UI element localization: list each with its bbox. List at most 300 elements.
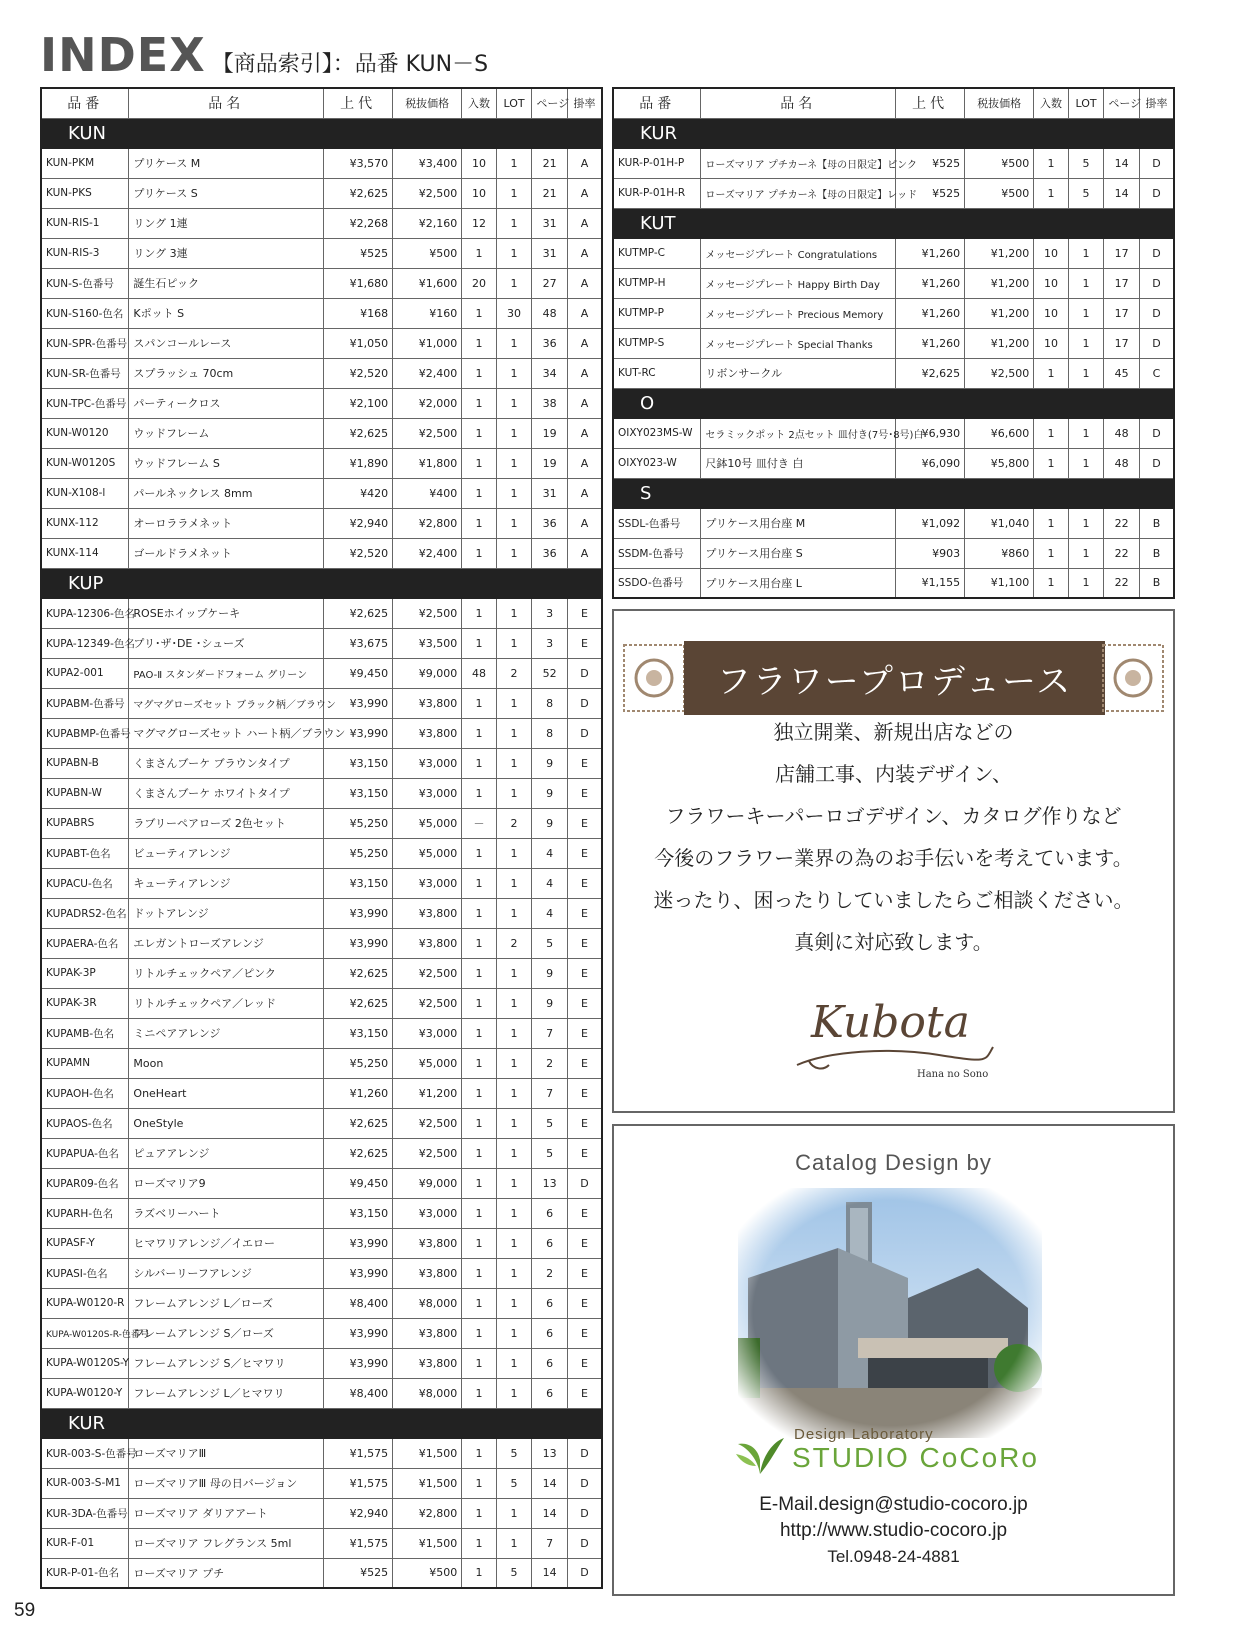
cell-name: ローズマリアⅢ 母の日バージョン — [129, 1468, 324, 1498]
cell-list-price: ¥8,400 — [324, 1288, 393, 1318]
cell-qty: 10 — [462, 148, 497, 178]
cell-list-price: ¥9,450 — [324, 1168, 393, 1198]
cell-rate: A — [567, 298, 602, 328]
cell-page: 4 — [532, 838, 568, 868]
cell-page: 48 — [1104, 448, 1140, 478]
col-header: 税抜価格 — [393, 88, 462, 118]
cell-rate: B — [1139, 568, 1174, 598]
cell-net-price: ¥8,000 — [393, 1378, 462, 1408]
cell-net-price: ¥500 — [965, 178, 1034, 208]
cell-net-price: ¥2,500 — [393, 418, 462, 448]
cell-code: SSDM-色番号 — [613, 538, 701, 568]
cell-lot: 1 — [496, 388, 532, 418]
table-header-row — [613, 88, 1174, 118]
col-header: ページ — [532, 88, 568, 118]
cell-net-price: ¥3,000 — [393, 748, 462, 778]
cell-qty: 10 — [462, 178, 497, 208]
cell-code: KUPA2-001 — [41, 658, 129, 688]
description-line: 迷ったり、困ったりしていましたらご相談ください。 — [653, 888, 1134, 912]
section-label: S — [613, 478, 1174, 508]
cell-list-price: ¥3,990 — [324, 898, 393, 928]
cell-qty: 1 — [462, 358, 497, 388]
cell-name: マグマグローズセット ブラック柄／ブラウン — [129, 688, 324, 718]
cell-code: KUPADRS2-色名 — [41, 898, 129, 928]
title-main: INDEX — [40, 28, 206, 82]
cell-code: KUR-P-01-色名 — [41, 1558, 129, 1588]
page-number: 59 — [14, 1600, 36, 1621]
table-row — [41, 268, 602, 298]
cell-list-price: ¥2,625 — [324, 1138, 393, 1168]
cell-net-price: ¥3,800 — [393, 1348, 462, 1378]
cell-list-price: ¥1,890 — [324, 448, 393, 478]
cell-list-price: ¥2,940 — [324, 1498, 393, 1528]
cell-code: KUPA-12306-色名 — [41, 598, 129, 628]
cell-lot: 1 — [496, 868, 532, 898]
cell-name: くまさんブーケ ホワイトタイプ — [129, 778, 324, 808]
table-row — [613, 148, 1174, 178]
cell-name: パールネックレス 8mm — [129, 478, 324, 508]
cell-list-price: ¥6,090 — [896, 448, 965, 478]
cell-net-price: ¥2,800 — [393, 1498, 462, 1528]
cell-qty: 1 — [462, 778, 497, 808]
table-row — [41, 1438, 602, 1468]
cell-rate: E — [567, 928, 602, 958]
cell-qty: 1 — [462, 388, 497, 418]
cell-page: 36 — [532, 538, 568, 568]
table-row — [41, 808, 602, 838]
cell-lot: 1 — [496, 718, 532, 748]
cell-page: 9 — [532, 778, 568, 808]
cell-name: プリケース用台座 M — [701, 508, 896, 538]
cell-name: プリケース S — [129, 178, 324, 208]
cell-page: 48 — [532, 298, 568, 328]
table-row — [41, 838, 602, 868]
cell-lot: 1 — [1068, 508, 1104, 538]
cell-page: 14 — [1104, 148, 1140, 178]
cell-list-price: ¥3,990 — [324, 718, 393, 748]
cell-name: ビューティアレンジ — [129, 838, 324, 868]
table-row — [41, 298, 602, 328]
cell-qty: 48 — [462, 658, 497, 688]
studio-panel — [612, 1124, 1175, 1596]
flower-description — [614, 711, 1173, 963]
cell-page: 6 — [532, 1228, 568, 1258]
cell-net-price: ¥2,800 — [393, 508, 462, 538]
table-row — [613, 328, 1174, 358]
cell-lot: 1 — [496, 1528, 532, 1558]
cell-rate: D — [567, 1528, 602, 1558]
table-row — [41, 1198, 602, 1228]
col-header: 入数 — [1034, 88, 1069, 118]
table-row — [41, 238, 602, 268]
cell-rate: D — [1139, 148, 1174, 178]
cell-code: KUR-3DA-色番号 — [41, 1498, 129, 1528]
cell-list-price: ¥3,990 — [324, 1228, 393, 1258]
cell-qty: 1 — [462, 1498, 497, 1528]
cell-rate: D — [1139, 328, 1174, 358]
cell-page: 17 — [1104, 328, 1140, 358]
cell-lot: 1 — [496, 1168, 532, 1198]
cell-lot: 30 — [496, 298, 532, 328]
cell-page: 14 — [532, 1558, 568, 1588]
col-header: LOT — [1068, 88, 1104, 118]
cell-rate: E — [567, 778, 602, 808]
cell-rate: A — [567, 538, 602, 568]
cell-list-price: ¥1,260 — [324, 1078, 393, 1108]
cell-net-price: ¥3,000 — [393, 1018, 462, 1048]
table-row — [41, 1498, 602, 1528]
section-header — [41, 118, 602, 148]
cell-name: メッセージプレート Happy Birth Day — [701, 268, 896, 298]
svg-text:Hana no Sono: Hana no Sono — [917, 1069, 989, 1080]
table-row — [41, 1078, 602, 1108]
cell-page: 6 — [532, 1318, 568, 1348]
cell-name: プリケース M — [129, 148, 324, 178]
cell-name: くまさんブーケ ブラウンタイプ — [129, 748, 324, 778]
cell-code: KUN-S-色番号 — [41, 268, 129, 298]
cell-list-price: ¥420 — [324, 478, 393, 508]
cell-code: KUN-S160-色名 — [41, 298, 129, 328]
cell-rate: E — [567, 1018, 602, 1048]
cell-rate: A — [567, 238, 602, 268]
table-row — [41, 418, 602, 448]
cell-qty: － — [462, 808, 497, 838]
table-row — [41, 1258, 602, 1288]
cell-lot: 1 — [1068, 568, 1104, 598]
cell-rate: A — [567, 208, 602, 238]
cell-list-price: ¥2,625 — [324, 958, 393, 988]
cell-page: 3 — [532, 628, 568, 658]
cell-net-price: ¥400 — [393, 478, 462, 508]
cell-page: 9 — [532, 808, 568, 838]
cell-code: SSDO-色番号 — [613, 568, 701, 598]
cell-page: 9 — [532, 988, 568, 1018]
cell-name: ROSEホイップケーキ — [129, 598, 324, 628]
table-row — [41, 328, 602, 358]
cell-list-price: ¥2,625 — [324, 178, 393, 208]
cell-name: スパンコールレース — [129, 328, 324, 358]
table-row — [41, 1168, 602, 1198]
building-photo — [738, 1188, 1042, 1438]
cell-name: フレームアレンジ L／ローズ — [129, 1288, 324, 1318]
cell-page: 13 — [532, 1168, 568, 1198]
cell-code: KUPA-W0120-Y — [41, 1378, 129, 1408]
cell-list-price: ¥525 — [324, 1558, 393, 1588]
cell-page: 22 — [1104, 568, 1140, 598]
table-row — [41, 208, 602, 238]
cell-name: ヒマワリアレンジ／イエロー — [129, 1228, 324, 1258]
cell-code: KUPAK-3R — [41, 988, 129, 1018]
cell-list-price: ¥168 — [324, 298, 393, 328]
cell-qty: 1 — [462, 448, 497, 478]
cell-lot: 5 — [496, 1468, 532, 1498]
cell-lot: 1 — [496, 988, 532, 1018]
cell-net-price: ¥160 — [393, 298, 462, 328]
cell-list-price: ¥525 — [324, 238, 393, 268]
cell-code: KUPAPUA-色名 — [41, 1138, 129, 1168]
cell-qty: 1 — [462, 868, 497, 898]
table-row — [41, 748, 602, 778]
cell-code: KUNX-114 — [41, 538, 129, 568]
cell-list-price: ¥1,155 — [896, 568, 965, 598]
studio-logo-big: STUDIO CoCoRo — [792, 1442, 1039, 1473]
cell-lot: 1 — [496, 628, 532, 658]
description-line: フラワーキーパーロゴデザイン、カタログ作りなど — [665, 804, 1122, 828]
cell-name: リング 1連 — [129, 208, 324, 238]
cell-lot: 1 — [496, 1258, 532, 1288]
cell-name: フレームアレンジ L／ヒマワリ — [129, 1378, 324, 1408]
cell-page: 19 — [532, 448, 568, 478]
table-row — [41, 1138, 602, 1168]
cell-net-price: ¥2,500 — [393, 958, 462, 988]
cell-list-price: ¥9,450 — [324, 658, 393, 688]
cell-rate: E — [567, 958, 602, 988]
cell-lot: 1 — [1068, 238, 1104, 268]
cell-qty: 1 — [462, 1228, 497, 1258]
cell-page: 5 — [532, 928, 568, 958]
cell-qty: 1 — [462, 328, 497, 358]
table-row — [41, 358, 602, 388]
cell-qty: 20 — [462, 268, 497, 298]
cell-code: KUTMP-C — [613, 238, 701, 268]
cell-name: パーティークロス — [129, 388, 324, 418]
cell-list-price: ¥3,150 — [324, 748, 393, 778]
section-label: KUR — [41, 1408, 602, 1438]
col-header: 入数 — [462, 88, 497, 118]
table-row — [41, 958, 602, 988]
cell-list-price: ¥3,150 — [324, 778, 393, 808]
table-row — [41, 658, 602, 688]
cell-qty: 1 — [462, 1018, 497, 1048]
cell-page: 34 — [532, 358, 568, 388]
description-line: 真剣に対応致します。 — [794, 930, 993, 954]
table-row — [41, 628, 602, 658]
cell-rate: E — [567, 1258, 602, 1288]
url-text: http://www.studio-cocoro.jp — [779, 1520, 1008, 1541]
cell-qty: 1 — [462, 238, 497, 268]
cell-code: KUR-F-01 — [41, 1528, 129, 1558]
cell-lot: 1 — [496, 838, 532, 868]
cell-page: 17 — [1104, 268, 1140, 298]
cell-page: 6 — [532, 1348, 568, 1378]
cell-list-price: ¥2,625 — [324, 598, 393, 628]
cell-list-price: ¥1,575 — [324, 1438, 393, 1468]
cell-code: KUR-003-S-色番号 — [41, 1438, 129, 1468]
cell-code: KUPABMP-色番号 — [41, 718, 129, 748]
cell-name: ドットアレンジ — [129, 898, 324, 928]
cell-name: マグマグローズセット ハート柄／ブラウン — [129, 718, 324, 748]
cell-rate: E — [567, 838, 602, 868]
cell-rate: C — [1139, 358, 1174, 388]
cell-lot: 1 — [496, 148, 532, 178]
cell-code: KUPABT-色名 — [41, 838, 129, 868]
description-line: 今後のフラワー業界の為のお手伝いを考えています。 — [654, 846, 1133, 870]
cell-qty: 10 — [1034, 328, 1069, 358]
cell-net-price: ¥500 — [393, 1558, 462, 1588]
cell-qty: 1 — [462, 628, 497, 658]
cell-list-price: ¥3,990 — [324, 1348, 393, 1378]
cell-page: 31 — [532, 208, 568, 238]
cell-name: ウッドフレーム S — [129, 448, 324, 478]
cell-name: シルバーリーフアレンジ — [129, 1258, 324, 1288]
cell-name: PAO-Ⅱ スタンダードフォーム グリーン — [129, 658, 324, 688]
cell-qty: 1 — [462, 898, 497, 928]
table-row — [41, 1558, 602, 1588]
cell-net-price: ¥2,400 — [393, 538, 462, 568]
cell-name: ミニペアアレンジ — [129, 1018, 324, 1048]
cell-code: KUN-W0120S — [41, 448, 129, 478]
table-row — [613, 238, 1174, 268]
cell-lot: 1 — [1068, 448, 1104, 478]
cell-rate: E — [567, 628, 602, 658]
cell-net-price: ¥3,800 — [393, 1258, 462, 1288]
leaf-icon — [734, 1430, 786, 1476]
cell-code: SSDL-色番号 — [613, 508, 701, 538]
cell-qty: 1 — [1034, 418, 1069, 448]
cell-rate: E — [567, 1318, 602, 1348]
cell-lot: 1 — [496, 1498, 532, 1528]
col-header: LOT — [496, 88, 532, 118]
cell-qty: 1 — [462, 1468, 497, 1498]
cell-page: 38 — [532, 388, 568, 418]
cell-qty: 1 — [462, 1438, 497, 1468]
cell-name: Kポット S — [129, 298, 324, 328]
cell-lot: 1 — [496, 958, 532, 988]
cell-qty: 1 — [462, 1288, 497, 1318]
cell-rate: E — [567, 1078, 602, 1108]
cell-qty: 1 — [462, 1258, 497, 1288]
cell-lot: 1 — [496, 748, 532, 778]
table-row — [41, 1288, 602, 1318]
cell-code: KUN-PKS — [41, 178, 129, 208]
col-header: 掛率 — [567, 88, 602, 118]
flower-banner: フラワープロデュース — [684, 641, 1105, 715]
cell-qty: 1 — [462, 1528, 497, 1558]
cell-rate: E — [567, 988, 602, 1018]
table-row — [613, 538, 1174, 568]
tel-text: Tel.0948-24-4881 — [827, 1547, 960, 1566]
cell-rate: E — [567, 1048, 602, 1078]
cell-lot: 1 — [496, 238, 532, 268]
cell-name: リトルチェックペア／ピンク — [129, 958, 324, 988]
cell-page: 2 — [532, 1258, 568, 1288]
title-sub: 【商品索引】：品番 KUN－S — [211, 52, 489, 77]
cell-lot: 1 — [496, 268, 532, 298]
cell-net-price: ¥5,000 — [393, 838, 462, 868]
col-header: 品名 — [129, 88, 324, 118]
cell-list-price: ¥1,092 — [896, 508, 965, 538]
cell-page: 17 — [1104, 238, 1140, 268]
cell-rate: A — [567, 178, 602, 208]
cell-net-price: ¥3,800 — [393, 1318, 462, 1348]
cell-net-price: ¥1,040 — [965, 508, 1034, 538]
cell-qty: 1 — [1034, 508, 1069, 538]
cell-page: 4 — [532, 898, 568, 928]
section-label: O — [613, 388, 1174, 418]
col-header: 品番 — [613, 88, 701, 118]
cell-name: ローズマリア プチ — [129, 1558, 324, 1588]
cell-code: KUT-RC — [613, 358, 701, 388]
cell-name: ピュアアレンジ — [129, 1138, 324, 1168]
cell-net-price: ¥3,800 — [393, 898, 462, 928]
cell-lot: 5 — [496, 1438, 532, 1468]
cell-list-price: ¥3,990 — [324, 688, 393, 718]
cell-list-price: ¥2,940 — [324, 508, 393, 538]
cell-qty: 1 — [462, 1168, 497, 1198]
cell-list-price: ¥6,930 — [896, 418, 965, 448]
cell-qty: 1 — [1034, 178, 1069, 208]
cell-code: KUPAERA-色名 — [41, 928, 129, 958]
table-row — [41, 1318, 602, 1348]
cell-lot: 2 — [496, 808, 532, 838]
cell-page: 52 — [532, 658, 568, 688]
cell-rate: D — [567, 1558, 602, 1588]
studio-cocoro-logo — [734, 1424, 1054, 1484]
col-header: 品番 — [41, 88, 129, 118]
cell-lot: 5 — [1068, 148, 1104, 178]
cell-page: 9 — [532, 958, 568, 988]
table-header-row — [41, 88, 602, 118]
cell-net-price: ¥5,800 — [965, 448, 1034, 478]
cell-page: 4 — [532, 868, 568, 898]
cell-code: KUPABM-色番号 — [41, 688, 129, 718]
cell-name: 誕生石ピック — [129, 268, 324, 298]
cell-page: 14 — [532, 1498, 568, 1528]
cell-list-price: ¥3,150 — [324, 1198, 393, 1228]
table-row — [41, 448, 602, 478]
cell-qty: 1 — [462, 748, 497, 778]
cell-qty: 1 — [462, 1558, 497, 1588]
table-row — [613, 178, 1174, 208]
cell-lot: 1 — [496, 1198, 532, 1228]
cell-qty: 1 — [462, 298, 497, 328]
table-row — [41, 1528, 602, 1558]
cell-page: 3 — [532, 598, 568, 628]
cell-rate: D — [567, 1168, 602, 1198]
section-header — [41, 1408, 602, 1438]
cell-code: KUPABRS — [41, 808, 129, 838]
cell-lot: 1 — [496, 508, 532, 538]
cell-net-price: ¥2,500 — [965, 358, 1034, 388]
cell-list-price: ¥2,520 — [324, 358, 393, 388]
kubota-logo — [789, 981, 999, 1081]
cell-rate: B — [1139, 508, 1174, 538]
cell-page: 17 — [1104, 298, 1140, 328]
cell-code: KUR-003-S-M1 — [41, 1468, 129, 1498]
cell-code: KUPAOH-色名 — [41, 1078, 129, 1108]
cell-net-price: ¥5,000 — [393, 1048, 462, 1078]
cell-list-price: ¥903 — [896, 538, 965, 568]
cell-list-price: ¥3,150 — [324, 1018, 393, 1048]
cell-code: KUPABN-B — [41, 748, 129, 778]
cell-page: 7 — [532, 1078, 568, 1108]
cell-net-price: ¥500 — [393, 238, 462, 268]
cell-qty: 1 — [462, 538, 497, 568]
cell-rate: D — [567, 1498, 602, 1528]
cell-page: 22 — [1104, 508, 1140, 538]
cell-page: 8 — [532, 718, 568, 748]
cell-qty: 1 — [462, 988, 497, 1018]
section-header — [613, 118, 1174, 148]
cell-lot: 1 — [496, 688, 532, 718]
cell-list-price: ¥2,625 — [324, 1108, 393, 1138]
table-row — [41, 1378, 602, 1408]
cell-net-price: ¥3,500 — [393, 628, 462, 658]
cell-code: KUPA-W0120S-R-色番号 — [41, 1318, 129, 1348]
cell-lot: 1 — [496, 448, 532, 478]
cell-lot: 1 — [496, 358, 532, 388]
cell-code: KUPARH-色名 — [41, 1198, 129, 1228]
